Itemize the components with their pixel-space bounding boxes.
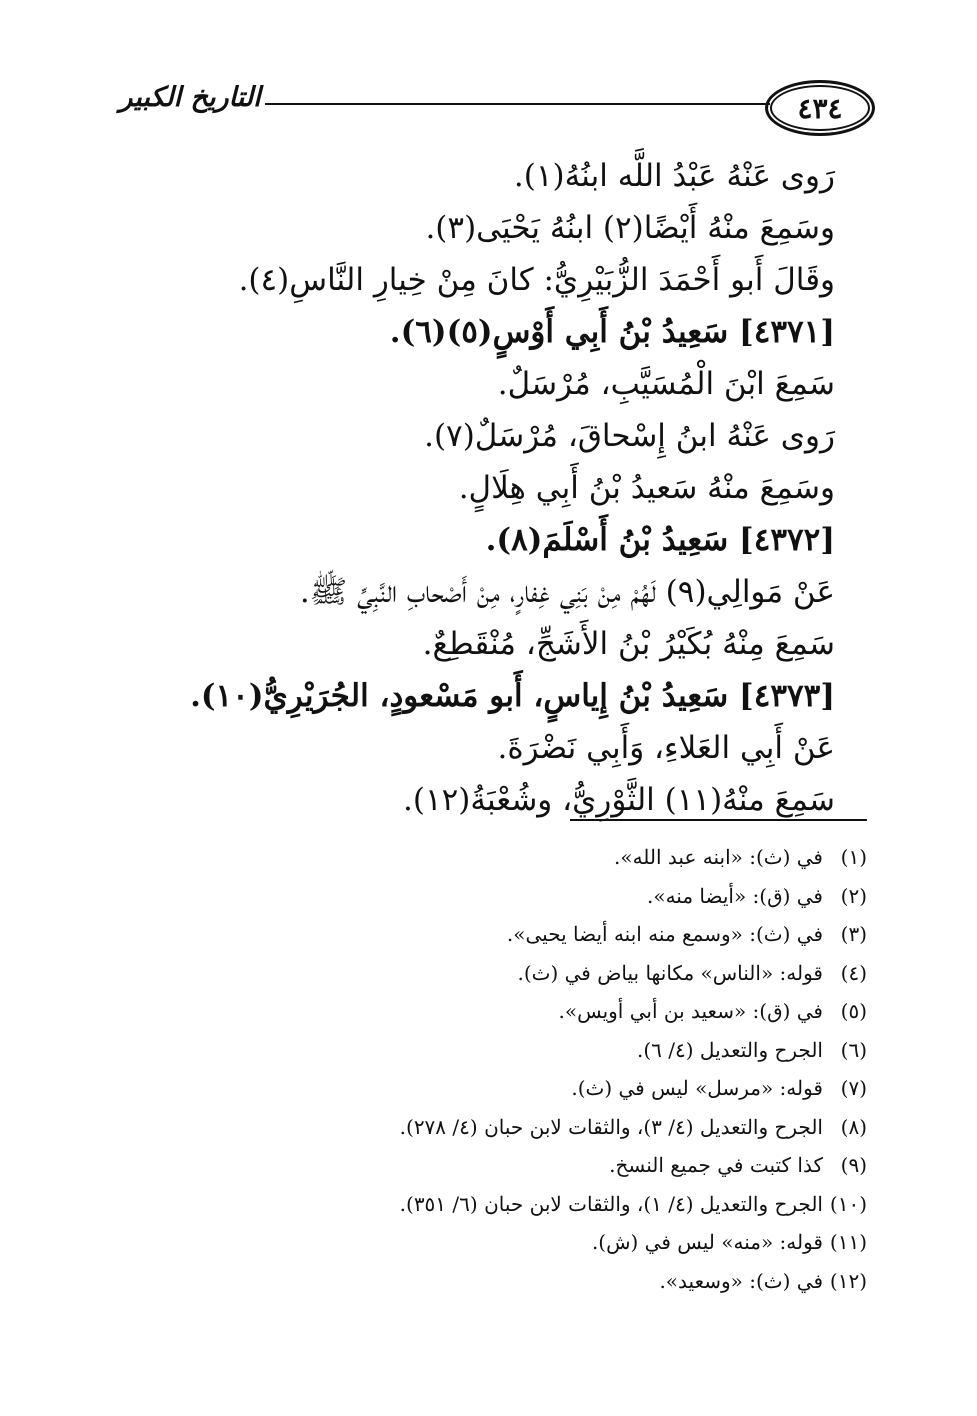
- footnote-item: [260, 838, 867, 877]
- book-title: التاريخ الكبير: [119, 82, 261, 113]
- page-number: ٤٣٤: [765, 80, 875, 136]
- page-header: [115, 80, 875, 132]
- footnote-item: [260, 1031, 867, 1070]
- footnote-text: الجرح والتعديل (٤/ ١)، والثقات لابن حبان (٦/ ٣٥١).: [399, 1191, 823, 1216]
- text-line: سَمِعَ منْهُ(١١) الثَّوْرِيُّ، وشُعْبَةُ(١٢).: [403, 782, 835, 818]
- footnote-number: (٣): [840, 922, 867, 946]
- footnote-text: قوله: «الناس» مكانها بياض في (ث).: [517, 960, 823, 985]
- text-line: عَنْ أَبِي العَلاءِ، وَأَبِي نَضْرَةَ.: [497, 730, 835, 766]
- footnote-number: (١): [840, 845, 867, 869]
- footnote-number: (٩): [840, 1153, 867, 1177]
- header-rule: [265, 103, 770, 105]
- footnote-number: (٨): [840, 1114, 867, 1139]
- footnote-number: (٢): [840, 883, 867, 908]
- text-line: رَوى عَنْهُ ابنُ إِسْحاقَ، مُرْسَلٌ(٧).: [424, 418, 835, 454]
- footnote-item: [260, 1262, 867, 1301]
- entry-heading-line: [٤٣٧٣] سَعِيدُ بْنُ إِياسٍ، أَبو مَسْعودٍ، الجُرَيْرِيُّ(١٠).: [190, 678, 835, 714]
- footnote-item: [260, 1146, 867, 1185]
- footnote-text: قوله: «مرسل» ليس في (ث).: [571, 1076, 823, 1100]
- text-line: وسَمِعَ منْهُ سَعيدُ بْنُ أَبِي هِلَالٍ.: [458, 470, 835, 506]
- footnote-divider: [570, 819, 867, 821]
- footnote-item: [260, 954, 867, 993]
- text-line: رَوى عَنْهُ عَبْدُ اللَّه ابنُهُ(١).: [513, 158, 835, 194]
- entry-heading-line: [٤٣٧٢] سَعِيدُ بْنُ أَسْلَمَ(٨).: [485, 522, 835, 558]
- footnote-item: [260, 1223, 867, 1262]
- footnote-text: الجرح والتعديل (٤/ ٣)، والثقات لابن حبان (٤/ ٢٧٨).: [399, 1114, 823, 1139]
- footnote-text: الجرح والتعديل (٤/ ٦).: [636, 1037, 823, 1062]
- text-line: عَنْ مَوالِي(٩) لَهُمْ مِنْ بَنِي غِفارٍ، مِنْ أَصْحابِ النَّبِيِّ ﷺ.: [299, 574, 835, 610]
- footnote-number: (١٠): [829, 1191, 867, 1216]
- footnote-number: (٤): [840, 960, 867, 985]
- footnotes: [260, 838, 867, 1300]
- footnote-number: (١٢): [829, 1268, 867, 1293]
- footnote-text: في (ق): «أيضا منه».: [646, 883, 823, 908]
- text-line: وسَمِعَ منْهُ أَيْضًا(٢) ابنُهُ يَحْيَى(٣).: [425, 210, 835, 246]
- entry-heading-line: [٤٣٧١] سَعِيدُ بْنُ أَبِي أَوْسٍ(٥)(٦).: [389, 314, 835, 350]
- footnote-text: في (ث): «وسعيد».: [659, 1268, 823, 1293]
- footnote-item: [260, 992, 867, 1031]
- main-text: [60, 150, 835, 826]
- footnote-text: كذا كتبت في جميع النسخ.: [609, 1153, 823, 1177]
- text-line: سَمِعَ مِنْهُ بُكَيْرُ بْنُ الأَشَجِّ، مُنْقَطِعٌ.: [422, 626, 835, 662]
- footnote-item: [260, 915, 867, 954]
- footnote-item: [260, 877, 867, 916]
- footnote-number: (٦): [840, 1037, 867, 1062]
- footnote-item: [260, 1108, 867, 1147]
- footnote-number: (١١): [829, 1230, 867, 1254]
- text-line: سَمِعَ ابْنَ الْمُسَيَّبِ، مُرْسَلٌ.: [497, 366, 835, 402]
- footnote-number: (٥): [840, 999, 867, 1023]
- footnote-item: [260, 1069, 867, 1108]
- footnote-text: في (ث): «وسمع منه ابنه أيضا يحيى».: [506, 922, 823, 946]
- footnote-text: في (ق): «سعيد بن أبي أويس».: [558, 999, 823, 1023]
- footnote-text: في (ث): «ابنه عبد الله».: [613, 845, 823, 869]
- footnote-item: [260, 1185, 867, 1224]
- text-line: وقَالَ أَبو أَحْمَدَ الزُّبَيْرِيُّ: كانَ مِنْ خِيارِ النَّاسِ(٤).: [238, 262, 835, 298]
- footnote-text: قوله: «منه» ليس في (ش).: [591, 1230, 823, 1254]
- footnote-number: (٧): [840, 1076, 867, 1100]
